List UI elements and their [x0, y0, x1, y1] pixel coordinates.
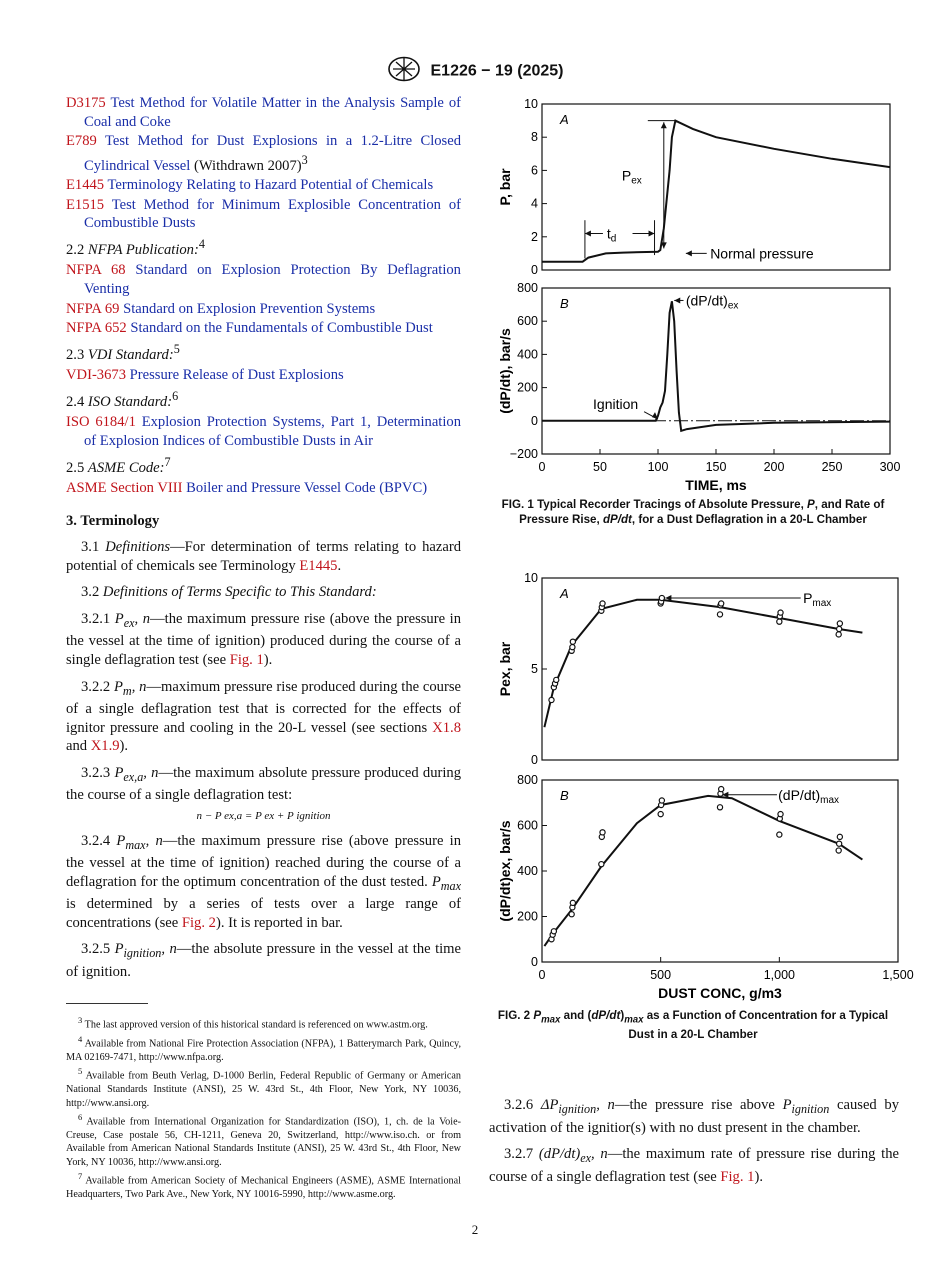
x-tick-label: 1,500 — [882, 968, 914, 982]
section-number: 2.2 — [66, 241, 85, 258]
data-point — [778, 812, 783, 817]
term-symbol — [114, 941, 177, 961]
data-point — [777, 832, 782, 837]
para-text: and — [66, 738, 91, 755]
para-text: ). — [263, 652, 273, 669]
ref-code-link[interactable]: E1515 — [66, 196, 105, 213]
caption-symbol: P — [533, 1009, 542, 1022]
caption-sub: max — [541, 1014, 561, 1026]
data-point — [600, 830, 605, 835]
data-point — [659, 798, 664, 803]
para-text: is determined by a series of tests over a large range of concentrations (see — [66, 896, 461, 931]
para-text: —the maximum pressure rise (above pressure in the vessel at the time of ignition) reached during the course of a deflagration for the optimum concentration of the dust tested. — [66, 832, 461, 890]
link-x1-9[interactable]: X1.9 — [90, 738, 120, 755]
data-point — [549, 697, 554, 702]
x-tick-label: 0 — [538, 460, 546, 474]
ref-code-link[interactable]: NFPA 652 — [66, 320, 127, 337]
para-3-1 — [66, 538, 461, 575]
ref-title-link[interactable]: Pressure Release of Dust Explosions — [129, 367, 344, 384]
ignition-annotation: Ignition — [593, 396, 639, 413]
para-number: 3.2.3 — [81, 764, 111, 781]
ref-title-link[interactable]: Test Method for Dust Explosions in a 1.2-Litre Closed Cylindrical Vessel — [84, 133, 462, 174]
noun-mark: , n — [591, 1146, 608, 1163]
ref-nfpa652 — [66, 319, 461, 338]
td-annotation: $t_d$ — [606, 225, 617, 245]
x-tick-label: 1,000 — [763, 968, 795, 982]
data-point — [837, 626, 842, 631]
x-tick-label: 0 — [538, 968, 546, 982]
data-point — [659, 595, 664, 600]
para-number: 3.2 — [81, 584, 100, 601]
fig2-caption — [492, 1008, 894, 1042]
y-axis-label: Pex, bar — [497, 641, 513, 697]
footnote-text: Available from American Society of Mechanical Engineers (ASME), ASME International Headquarters, Two Park Ave., New York, NY 10016-5990, http://www.asme.org. — [66, 1175, 462, 1200]
data-point — [599, 862, 604, 867]
para-term: Definitions — [105, 539, 171, 556]
symbol-sub: ex — [580, 1151, 592, 1165]
para-text: —the maximum pressure rise (above the pressure in the vessel at the time of ignition) produced during the course of a single deflagration test (see — [66, 610, 461, 669]
para-3-2-1 — [66, 610, 461, 670]
symbol: P — [114, 610, 124, 627]
symbol-sub: max — [125, 837, 146, 852]
term-symbol — [540, 1097, 615, 1116]
terminology-heading: 3. Terminology — [66, 512, 160, 529]
y-tick-label: 8 — [531, 130, 538, 145]
data-point — [658, 812, 663, 817]
footnote — [66, 1065, 461, 1110]
y-tick-label: 800 — [517, 281, 538, 295]
section-number: 2.4 — [66, 393, 85, 410]
para-3-2 — [66, 583, 461, 602]
symbol-sub: max — [440, 878, 461, 893]
para-text: ). — [754, 1168, 763, 1185]
normal-pressure-annotation: Normal pressure — [710, 245, 814, 262]
para-number: 3.1 — [81, 539, 100, 556]
para-text: —maximum pressure rise produced during the course of a single deflagration test that is corrected for the effects of ignitor pressure and cooling in the 20-L vessel (see sections — [66, 678, 461, 736]
section-2-4 — [66, 387, 461, 411]
symbol: P — [431, 873, 441, 890]
page-header — [0, 56, 950, 87]
symbol-sub: m — [122, 683, 132, 698]
section-title: ISO Standard: — [87, 393, 173, 410]
caption-text: , and Rate of Pressure Rise, — [519, 498, 885, 526]
para-3-2-5 — [66, 940, 461, 981]
footnote-mark: 7 — [164, 454, 171, 469]
section-2-2 — [66, 235, 461, 259]
x-tick-label: 100 — [647, 460, 669, 474]
plot-frame — [542, 288, 890, 454]
data-point — [836, 848, 841, 853]
y-tick-label: 600 — [517, 818, 538, 833]
section-number: 2.5 — [66, 459, 85, 476]
data-point — [717, 612, 722, 617]
withdrawn-note: (Withdrawn 2007) — [190, 157, 302, 174]
data-point — [837, 841, 842, 846]
astm-logo-icon — [387, 56, 421, 87]
para-text: —the pressure rise above — [614, 1097, 783, 1113]
data-point — [777, 619, 782, 624]
data-point — [836, 632, 841, 637]
ref-title-link[interactable]: Terminology Relating to Hazard Potential of Chemicals — [107, 177, 434, 194]
caption-symbol: dP/dt — [602, 513, 632, 526]
pressure-trace-line — [542, 121, 890, 262]
x-tick-label: 300 — [879, 460, 901, 474]
pmax-annotation: $P_{max}$ — [803, 590, 832, 610]
ref-code-link[interactable]: NFPA 69 — [66, 300, 120, 317]
para-text: —the maximum rate of pressure rise during the course of a single deflagration test (see — [489, 1146, 900, 1185]
y-tick-label: 10 — [524, 571, 538, 585]
para-text: —the absolute pressure in the vessel at the time of ignition. — [66, 941, 462, 980]
fig1-caption — [492, 497, 894, 527]
term-symbol — [113, 678, 147, 698]
link-fig2[interactable]: Fig. 2 — [181, 914, 216, 931]
ref-vdi3673 — [66, 366, 461, 385]
ref-nfpa68 — [66, 261, 461, 298]
y-tick-label: 0 — [531, 263, 538, 277]
y-tick-label: 400 — [517, 864, 538, 878]
figure-2-chart — [486, 566, 914, 1006]
fig2-panel-a — [497, 571, 898, 767]
x-axis-label: TIME, ms — [685, 477, 747, 493]
panel-letter: A — [560, 586, 569, 601]
footnote — [66, 1111, 461, 1169]
dpdt-ex-annotation: $(dP/dt)_{ex}$ — [685, 292, 739, 312]
para-text: —For determination of terms relating to hazard potential of chemicals see Terminology — [66, 539, 461, 574]
ref-code-link[interactable]: VDI-3673 — [66, 367, 126, 384]
footnote — [66, 1033, 461, 1064]
para-text: —the maximum absolute pressure produced during the course of a single deflagration test: — [66, 764, 461, 804]
para-number: 3.2.5 — [81, 941, 111, 958]
ref-code-link[interactable]: ISO 6184/1 — [66, 414, 136, 431]
y-tick-label: 0 — [531, 753, 538, 767]
term-symbol — [114, 764, 159, 784]
noun-mark: , n — [145, 832, 163, 849]
noun-mark: , n — [131, 678, 147, 695]
link-fig1[interactable]: Fig. 1 — [720, 1168, 755, 1185]
footnote-text: Available from National Fire Protection Association (NFPA), 1 Batterymarch Park, Quincy, MA 02169-7471, http://www.nfpa.org. — [66, 1038, 462, 1064]
para-term: Definitions of Terms Specific to This Standard: — [102, 584, 377, 601]
y-axis-label: P, bar — [497, 168, 513, 206]
para-3-2-3 — [66, 764, 461, 805]
para-number: 3.2.4 — [81, 832, 111, 849]
y-tick-label: 6 — [531, 163, 538, 178]
ref-code-link[interactable]: E1445 — [66, 177, 105, 194]
footnote-text: Available from Beuth Verlag, D-1000 Berlin, Federal Republic of Germany or American National Standards Institute (ANSI), 25 W. 43rd St., 4th Floor, New York, NY 10036, http://www.ansi.org. — [66, 1070, 462, 1109]
data-point — [778, 610, 783, 615]
data-point — [570, 639, 575, 644]
section-title: VDI Standard: — [87, 346, 174, 363]
data-point — [837, 621, 842, 626]
para-number: 3.2.1 — [81, 610, 111, 627]
symbol: P — [114, 764, 124, 781]
symbol-sub: ignition — [123, 946, 162, 961]
panel-letter: B — [560, 788, 569, 803]
ref-title-link[interactable]: Test Method for Minimum Explosible Concentration of Combustible Dusts — [84, 196, 461, 232]
symbol: P — [113, 678, 123, 695]
data-point — [570, 645, 575, 650]
data-point — [570, 900, 575, 905]
fig1-panel-b — [497, 281, 900, 493]
normal-pressure-arrowhead — [686, 250, 692, 256]
symbol-sub: ex — [123, 615, 135, 630]
x-tick-label: 250 — [821, 460, 843, 474]
ref-code-link[interactable]: E789 — [66, 133, 97, 150]
ref-d3175 — [66, 94, 461, 131]
data-point — [569, 912, 574, 917]
y-tick-label: 800 — [517, 773, 538, 787]
ref-title-link[interactable]: Standard on Explosion Protection By Deflagration Venting — [84, 262, 461, 298]
section-title: ASME Code: — [87, 459, 165, 476]
y-tick-label: 5 — [531, 662, 538, 676]
footnote-number: 6 — [78, 1112, 83, 1123]
footnote-number: 4 — [78, 1034, 83, 1045]
left-column — [66, 94, 461, 1202]
ref-title-link[interactable]: Standard on the Fundamentals of Combustible Dust — [130, 320, 433, 337]
section-2-5 — [66, 453, 461, 477]
data-point — [554, 677, 559, 682]
term-symbol — [116, 832, 163, 852]
para-number: 3.2.2 — [81, 678, 111, 695]
caption-symbol: dP/dt — [591, 1009, 621, 1022]
data-point — [837, 834, 842, 839]
dpdt-max-annotation: $(dP/dt)_{max}$ — [778, 786, 840, 806]
symbol-sub: ignition — [558, 1101, 597, 1116]
data-point — [717, 805, 722, 810]
caption-sub: max — [624, 1014, 644, 1026]
para-number: 3.2.6 — [504, 1097, 534, 1113]
footnote-mark: 6 — [172, 388, 179, 403]
para-text: caused by activation of the ignitior(s) with no dust present in the chamber. — [489, 1097, 900, 1136]
figure-1-chart — [486, 92, 906, 493]
ref-asme — [66, 479, 461, 498]
footnote-mark: 5 — [173, 341, 180, 356]
ref-iso6184 — [66, 413, 461, 450]
y-axis-label: (dP/dt), bar/s — [497, 328, 513, 414]
ref-code-link[interactable]: NFPA 68 — [66, 262, 126, 279]
ref-nfpa69 — [66, 300, 461, 319]
para-text: . — [337, 557, 342, 574]
footnote-number: 5 — [78, 1066, 83, 1077]
y-tick-label: 200 — [517, 380, 538, 395]
link-fig1[interactable]: Fig. 1 — [229, 652, 264, 669]
pex-annotation: $P_{ex}$ — [621, 167, 642, 187]
panel-letter: A — [560, 112, 569, 127]
y-tick-label: −200 — [509, 447, 538, 461]
footnote-number: 7 — [78, 1171, 83, 1182]
y-tick-label: 600 — [517, 314, 538, 329]
symbol: (dP/dt) — [538, 1146, 581, 1163]
equation: n − P ex,a = P ex + P ignition — [196, 810, 331, 823]
inline-symbol — [431, 873, 461, 893]
fig2-panel-b — [497, 773, 914, 1001]
ref-title-link[interactable]: Standard on Explosion Prevention Systems — [123, 300, 376, 317]
caption-symbol: P — [807, 498, 815, 511]
data-point — [719, 601, 724, 606]
para-3-2-2 — [66, 678, 461, 756]
dpdt-fit-curve — [544, 796, 862, 946]
ref-code-link[interactable]: D3175 — [66, 95, 106, 111]
td-arrowhead-left — [585, 230, 591, 236]
para-text: ). — [119, 738, 129, 755]
caption-text: ) — [620, 1009, 625, 1022]
ref-title-link[interactable]: Explosion Protection Systems, Part 1, Determination of Explosion Indices of Combustible Dusts in Air — [84, 414, 462, 449]
section-number: 2.3 — [66, 346, 85, 363]
symbol-sub: ignition — [791, 1101, 830, 1116]
symbol: P — [114, 941, 124, 958]
pex-fit-curve — [544, 600, 862, 727]
y-tick-label: 200 — [517, 909, 538, 924]
symbol: P — [116, 832, 126, 849]
y-tick-label: 10 — [524, 97, 538, 111]
footnote-mark: 3 — [301, 152, 308, 167]
x-axis-label: DUST CONC, g/m3 — [658, 985, 782, 1001]
symbol: ΔP — [540, 1097, 559, 1113]
ref-title-link[interactable]: Test Method for Volatile Matter in the Analysis Sample of Coal and Coke — [84, 95, 461, 130]
ref-e1445 — [66, 176, 461, 195]
para-text: ). It is reported in bar. — [215, 914, 343, 931]
caption-text: FIG. 2 — [497, 1009, 534, 1022]
para-number: 3.2.7 — [504, 1146, 534, 1163]
y-tick-label: 0 — [531, 413, 538, 428]
noun-mark: , n — [143, 764, 159, 781]
term-symbol — [114, 610, 151, 630]
data-point — [551, 929, 556, 934]
footnote-text: Available from International Organization for Standardization (ISO), 1, ch. de la Voie-Creuse, Case postale 56, CH-1211, Geneva 20, Switzerland, http://www.iso.ch. or from Available from American National Standards Institute (ANSI), 25 W. 43rd St., 4th Floor, New York, NY 10036, http://www.ansi.org. — [66, 1116, 462, 1168]
para-3-2-7 — [489, 1145, 899, 1186]
y-tick-label: 400 — [517, 347, 538, 362]
caption-text: FIG. 1 Typical Recorder Tracings of Absolute Pressure, — [501, 498, 808, 511]
footnote-text: The last approved version of this historical standard is referenced on www.astm.org. — [84, 1019, 428, 1031]
link-e1445[interactable]: E1445 — [299, 557, 338, 574]
y-tick-label: 4 — [531, 196, 538, 211]
section-2-3 — [66, 340, 461, 364]
caption-text: as a Function of Concentration for a Typical Dust in a 20-L Chamber — [628, 1009, 889, 1042]
noun-mark: , n — [596, 1097, 615, 1113]
y-axis-label: (dP/dt)ex, bar/s — [497, 820, 513, 922]
panel-letter: B — [560, 296, 569, 311]
standard-designation: E1226 − 19 (2025) — [430, 62, 564, 80]
footnote-mark: 4 — [198, 237, 205, 252]
dpdt-ex-arrowhead — [674, 297, 680, 303]
x-tick-label: 200 — [763, 460, 785, 474]
noun-mark: , n — [161, 941, 177, 958]
caption-text: , for a Dust Deflagration in a 20-L Chamber — [631, 513, 867, 526]
x-tick-label: 50 — [593, 460, 607, 474]
td-arrowhead-right — [649, 230, 655, 236]
x-tick-label: 500 — [650, 968, 672, 982]
symbol: P — [782, 1097, 792, 1113]
ref-code-link[interactable]: ASME Section VIII — [66, 479, 183, 496]
para-3-2-4 — [66, 832, 461, 933]
ref-e789 — [66, 132, 461, 175]
section-title: NFPA Publication: — [87, 241, 199, 258]
right-column-text — [489, 1096, 899, 1194]
data-point — [600, 601, 605, 606]
footnote — [66, 1170, 461, 1201]
ref-title-link[interactable]: Boiler and Pressure Vessel Code (BPVC) — [186, 479, 428, 496]
footnote-number: 3 — [78, 1015, 83, 1026]
footnote — [66, 1014, 461, 1032]
data-point — [719, 787, 724, 792]
ref-e1515 — [66, 196, 461, 233]
fig1-panel-a — [497, 97, 890, 277]
noun-mark: , n — [134, 610, 151, 627]
y-tick-label: 0 — [531, 955, 538, 969]
page-number: 2 — [471, 1222, 479, 1237]
term-symbol — [538, 1146, 608, 1165]
footnote-divider — [66, 1003, 148, 1004]
inline-symbol — [782, 1097, 830, 1116]
x-tick-label: 150 — [705, 460, 727, 474]
symbol-sub: ex,a — [123, 769, 144, 784]
y-tick-label: 2 — [531, 229, 538, 244]
link-x1-8[interactable]: X1.8 — [432, 719, 461, 736]
caption-text: and ( — [560, 1009, 592, 1022]
pex-arrowhead-top — [661, 122, 667, 128]
para-3-2-6 — [489, 1096, 899, 1137]
